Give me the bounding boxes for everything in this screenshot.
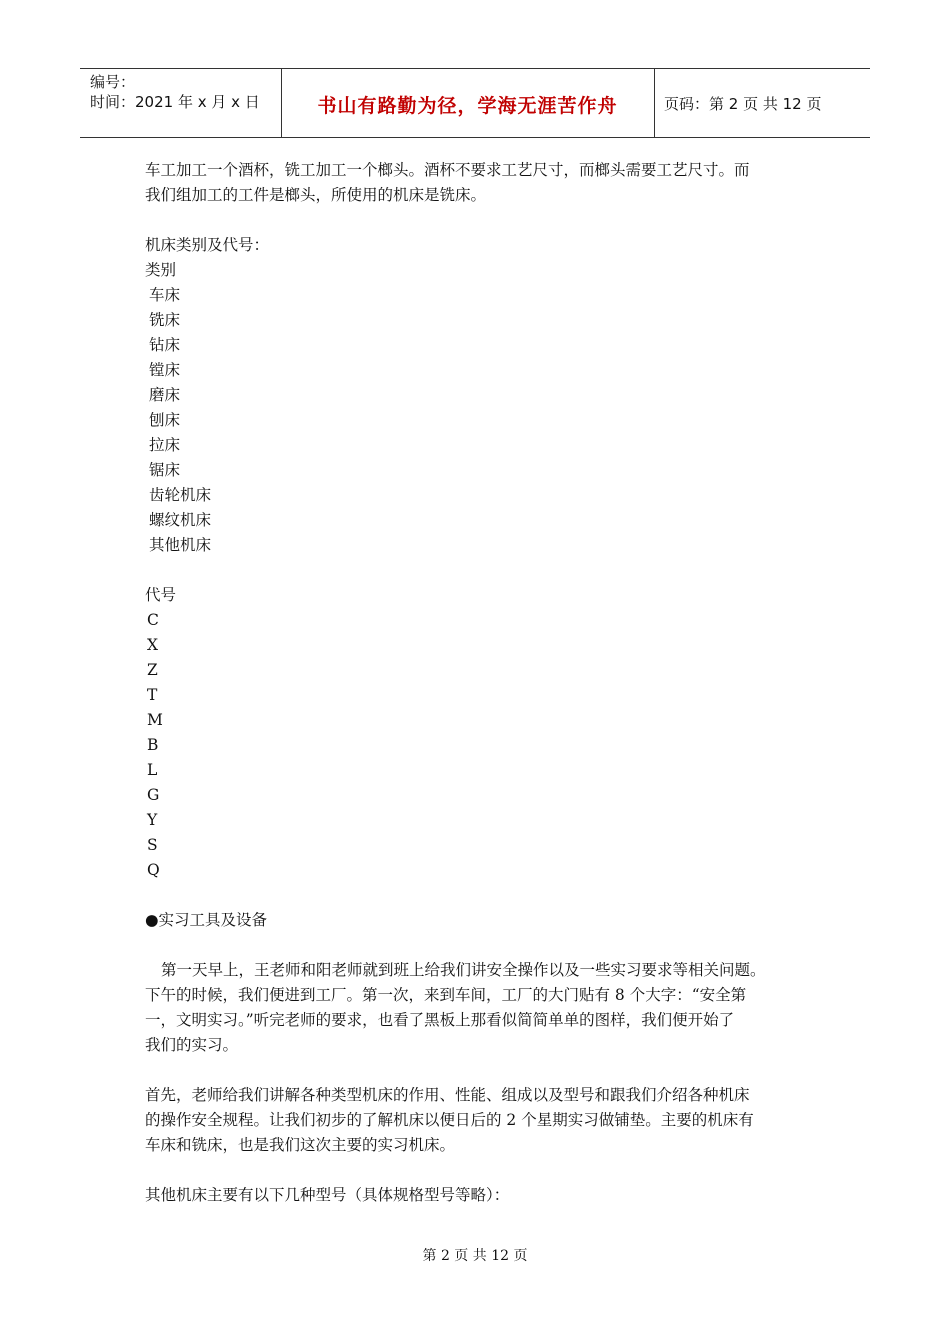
category-item: 铣床 [149, 311, 181, 329]
category-item: 镗床 [149, 361, 181, 379]
code-heading: 代号 [145, 586, 177, 604]
paragraph-line: 其他机床主要有以下几种型号（具体规格型号等略）： [145, 1186, 510, 1204]
code-item: X [147, 636, 159, 654]
bullet-section-title: ●实习工具及设备 [145, 911, 268, 929]
category-item: 螺纹机床 [149, 511, 212, 529]
paragraph-line: 一，文明实习。”听完老师的要求，也看了黑板上那看似简简单单的图样，我们便开始了 [145, 1011, 735, 1029]
code-item: T [147, 686, 158, 704]
section-title: 机床类别及代号： [145, 236, 270, 254]
paragraph-line: 车床和铣床，也是我们这次主要的实习机床。 [145, 1136, 456, 1154]
code-item: Y [147, 811, 158, 829]
paragraph-line: 的操作安全规程。让我们初步的了解机床以便日后的 2 个星期实习做铺垫。主要的机床有 [145, 1111, 754, 1129]
code-item: M [147, 711, 163, 729]
category-item: 锯床 [149, 461, 181, 479]
intro-line: 我们组加工的工件是榔头，所使用的机床是铣床。 [145, 186, 487, 204]
page-header [80, 68, 870, 138]
category-item: 齿轮机床 [149, 486, 212, 504]
header-motto: 书山有路勤为径，学海无涯苦作舟 [317, 95, 618, 117]
code-item: G [147, 786, 160, 804]
category-heading: 类别 [145, 261, 177, 279]
paragraph-line: 首先，老师给我们讲解各种类型机床的作用、性能、组成以及型号和跟我们介绍各种机床 [145, 1086, 750, 1104]
code-item: L [147, 761, 158, 779]
code-item: Q [147, 861, 160, 879]
category-item: 钻床 [149, 336, 181, 354]
paragraph-line: 下午的时候，我们便进到工厂。第一次，来到车间，工厂的大门贴有 8 个大字：“安全第 [145, 986, 747, 1004]
intro-line: 车工加工一个酒杯，铣工加工一个榔头。酒杯不要求工艺尺寸，而榔头需要工艺尺寸。而 [145, 161, 750, 179]
header-motto-cell [281, 69, 655, 137]
paragraph-line: 我们的实习。 [145, 1036, 239, 1054]
code-item: S [147, 836, 158, 854]
category-item: 车床 [149, 286, 181, 304]
category-item: 磨床 [149, 386, 181, 404]
category-item: 其他机床 [149, 536, 212, 554]
header-page-cell [655, 69, 870, 137]
category-item: 拉床 [149, 436, 181, 454]
code-item: B [147, 736, 159, 754]
code-item: Z [147, 661, 158, 679]
category-item: 刨床 [149, 411, 181, 429]
page-footer: 第 2 页 共 12 页 [422, 1248, 528, 1264]
document-time-label: 时间：2021 年 x 月 x 日 [90, 93, 260, 111]
header-page-code: 页码：第 2 页 共 12 页 [664, 95, 822, 113]
paragraph-line: 第一天早上，王老师和阳老师就到班上给我们讲安全操作以及一些实习要求等相关问题。 [161, 961, 766, 979]
document-number-label: 编号： [90, 73, 136, 91]
code-item: C [147, 611, 159, 629]
document-body [145, 158, 815, 1208]
header-meta-cell [80, 69, 282, 137]
